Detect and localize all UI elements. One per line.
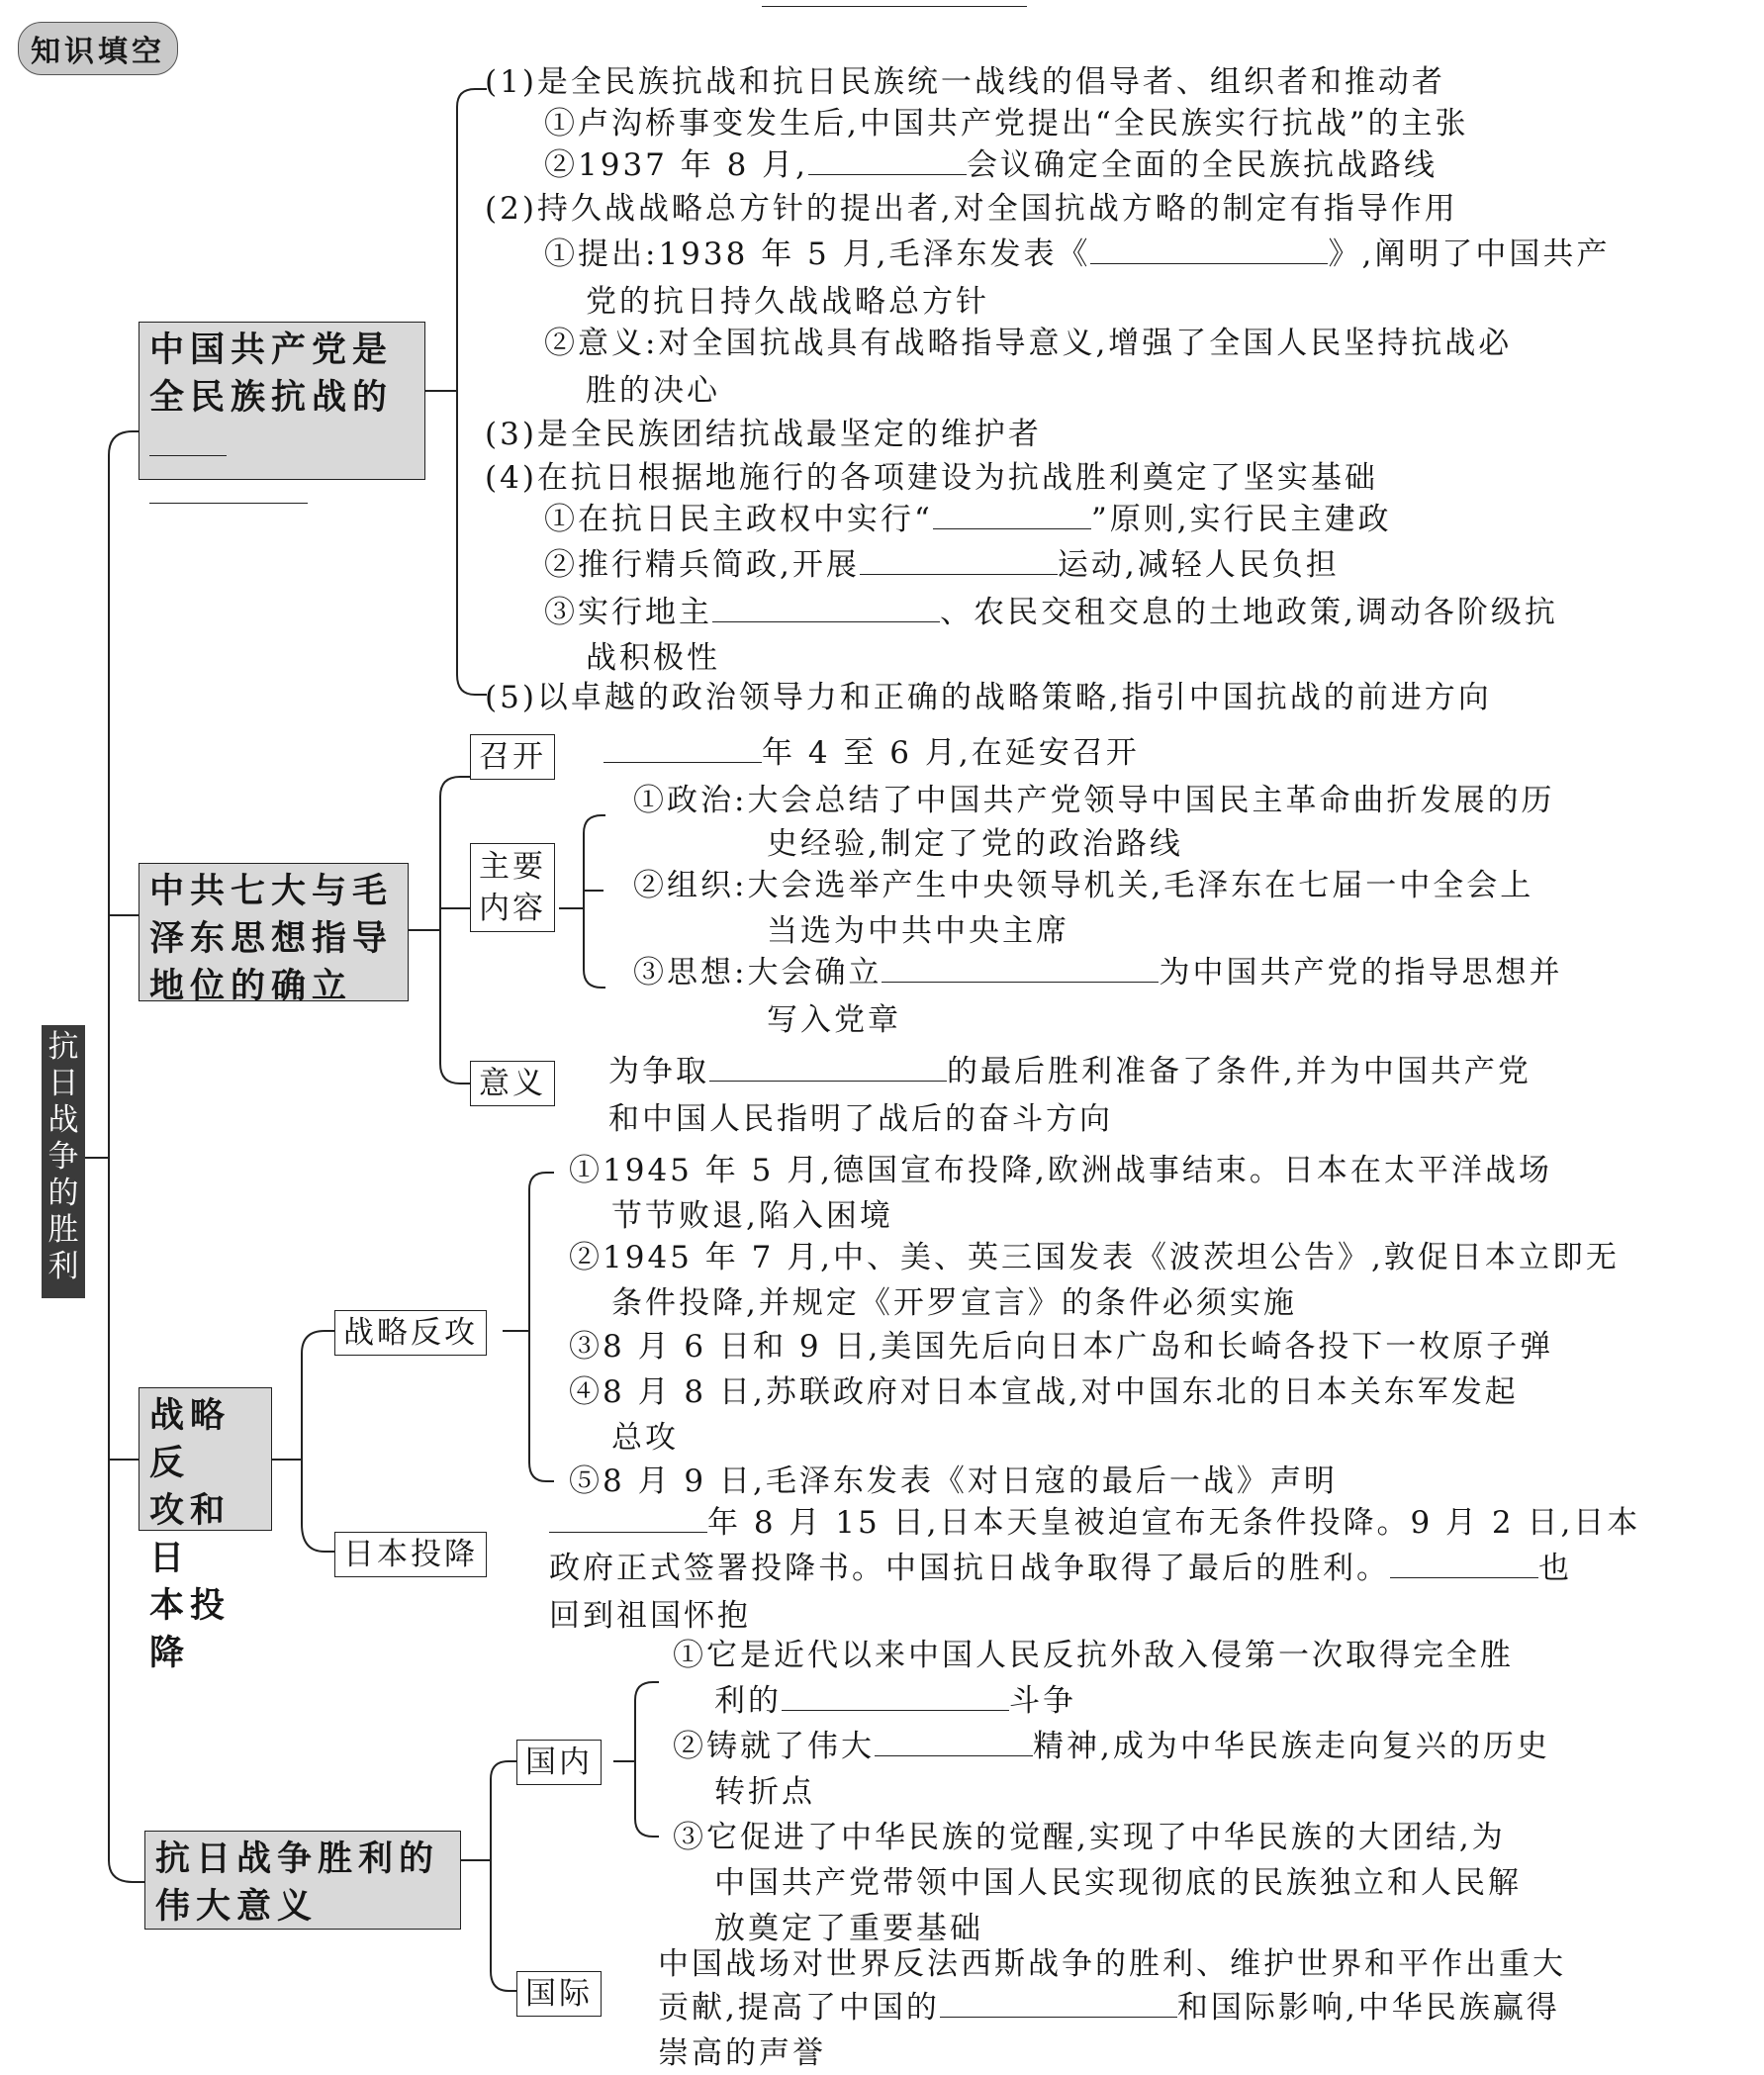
b2-blank-victory (709, 1055, 947, 1082)
b1-item-2b: ②意义:对全国抗战具有战略指导意义,增强了全国人民坚持抗战必 (544, 326, 1513, 361)
b2-content-2: ②组织:大会选举产生中央领导机关,毛泽东在七届一中全会上 (633, 868, 1534, 903)
b4-n2-post: 和国际影响,中华民族赢得 (1176, 1990, 1560, 2026)
b1-item-4a-post: ”原则,实行民主建政 (1090, 502, 1392, 537)
b1-blank-rent (712, 596, 940, 622)
branch2-title-l1: 中共七大与毛 (149, 871, 394, 911)
content-label-l2: 内容 (479, 891, 546, 926)
b2-content-3 (633, 952, 1562, 993)
b3-s1-cont: 节节败退,陷入困境 (611, 1198, 893, 1234)
convene-text-body: 年 4 至 6 月,在延安召开 (762, 735, 1140, 771)
b4-d3: ③它促进了中华民族的觉醒,实现了中华民族的大团结,为 (673, 1820, 1506, 1855)
branch1-title (139, 322, 425, 480)
b1-blank-principle (933, 503, 1091, 529)
b4-d2-post: 精神,成为中华民族走向复兴的历史 (1033, 1729, 1550, 1764)
b2-meaning-pre: 为争取 (608, 1054, 709, 1089)
b3-j2-post: 也 (1538, 1551, 1572, 1586)
branch4-title-l1: 抗日战争胜利的 (155, 1839, 440, 1879)
b3-s4-cont: 总攻 (611, 1420, 679, 1456)
b4-n2 (658, 1987, 1560, 2028)
branch3-title-l2: 攻和日 (149, 1490, 232, 1578)
b1-item-4c-pre: ③实行地主 (544, 595, 712, 630)
b1-item-2: (2)持久战战略总方针的提出者,对全国抗战方略的制定有指导作用 (485, 191, 1458, 227)
b3-s5: ⑤8 月 9 日,毛泽东发表《对日寇的最后一战》声明 (569, 1463, 1338, 1499)
b4-d2 (673, 1726, 1550, 1767)
b1-item-1: (1)是全民族抗战和抗日民族统一战线的倡导者、组织者和推动者 (485, 64, 1445, 100)
b3-s3: ③8 月 6 日和 9 日,美国先后向日本广岛和长崎各投下一枚原子弹 (569, 1329, 1554, 1365)
b1-blank-essay (1090, 237, 1328, 264)
b1-item-4b (544, 544, 1340, 586)
top-rule (762, 0, 1027, 7)
b4-n2-pre: 贡献,提高了中国的 (658, 1990, 940, 2026)
b3-j1 (549, 1502, 1640, 1544)
b2-blank-year (603, 736, 762, 763)
b4-d3-cont: 中国共产党带领中国人民实现彻底的民族独立和人民解 (714, 1865, 1522, 1901)
b1-item-1b-post: 会议确定全面的全民族抗战路线 (967, 147, 1439, 183)
root-title (42, 1025, 85, 1298)
b1-item-4c (544, 592, 1558, 633)
b1-item-1b (544, 144, 1438, 186)
branch1-title-text: 中国共产党是全民族抗战的 (149, 330, 394, 418)
b4-d2-pre: ②铸就了伟大 (673, 1729, 875, 1764)
b1-item-4a-pre: ①在抗日民主政权中实行“ (544, 502, 933, 537)
counter-offensive-label: 战略反攻 (334, 1310, 487, 1356)
b2-content-2-cont: 当选为中共中央主席 (767, 913, 1069, 949)
b1-item-5: (5)以卓越的政治领导力和正确的战略策略,指引中国抗战的前进方向 (485, 680, 1492, 715)
branch3-title-l3: 本投降 (149, 1585, 232, 1673)
root-title-text: 抗日战争的胜利 (47, 1029, 79, 1284)
branch2-title-l2: 泽东思想指导 (149, 918, 394, 959)
convene-text (603, 732, 1140, 774)
b2-meaning-cont: 和中国人民指明了战后的奋斗方向 (608, 1101, 1113, 1137)
b4-d1-cont (714, 1680, 1076, 1722)
b3-s4: ④8 月 8 日,苏联政府对日本宣战,对中国东北的日本关东军发起 (569, 1374, 1519, 1410)
b4-d1: ①它是近代以来中国人民反抗外敌入侵第一次取得完全胜 (673, 1638, 1514, 1673)
b1-item-4: (4)在抗日根据地施行的各项建设为抗战胜利奠定了坚实基础 (485, 460, 1378, 496)
b3-j3: 回到祖国怀抱 (549, 1598, 751, 1634)
b2-content-3-cont: 写入党章 (767, 1002, 901, 1038)
b4-blank-status (940, 1991, 1177, 2018)
b1-item-4a (544, 499, 1392, 540)
b1-item-3: (3)是全民族团结抗战最坚定的维护者 (485, 417, 1042, 452)
branch1-title-blank-a (149, 429, 227, 456)
b4-d3-cont2: 放奠定了重要基础 (714, 1911, 983, 1946)
b1-item-2a-post: 》,阐明了中国共产 (1328, 236, 1611, 272)
b4-d1-pre: 利的 (714, 1683, 782, 1719)
b2-content-1-cont: 史经验,制定了党的政治路线 (767, 826, 1183, 862)
b4-d1-post: 斗争 (1009, 1683, 1076, 1719)
b3-blank-year (549, 1506, 707, 1533)
content-label-l1: 主要 (479, 849, 546, 885)
b3-j2 (549, 1548, 1572, 1589)
b3-blank-territory (1390, 1552, 1538, 1578)
b2-meaning (608, 1051, 1532, 1092)
b4-blank-national (782, 1684, 1009, 1711)
b3-s1: ①1945 年 5 月,德国宣布投降,欧洲战事结束。日本在太平洋战场 (569, 1153, 1552, 1188)
surrender-label: 日本投降 (334, 1532, 487, 1577)
b1-item-4b-post: 运动,减轻人民负担 (1057, 547, 1340, 583)
section-badge: 知识填空 (18, 22, 178, 75)
b4-blank-spirit (875, 1730, 1033, 1756)
b1-item-2b-cont: 胜的决心 (586, 373, 720, 409)
branch3-title (139, 1387, 272, 1673)
b1-item-4b-pre: ②推行精兵简政,开展 (544, 547, 860, 583)
branch2-title-l3: 地位的确立 (149, 966, 353, 1006)
convene-label: 召开 (470, 734, 555, 780)
domestic-label: 国内 (516, 1740, 602, 1785)
b3-j2-pre: 政府正式签署投降书。中国抗日战争取得了最后的胜利。 (549, 1551, 1390, 1586)
b1-item-4c-post: 、农民交租交息的土地政策,调动各阶级抗 (940, 595, 1558, 630)
b3-s2-cont: 条件投降,并规定《开罗宣言》的条件必须实施 (611, 1285, 1297, 1321)
b2-content-3-pre: ③思想:大会确立 (633, 955, 882, 990)
b1-item-2a-cont: 党的抗日持久战战略总方针 (586, 284, 989, 320)
b2-content-3-post: 为中国共产党的指导思想并 (1159, 955, 1563, 990)
b1-item-1a: ①卢沟桥事变发生后,中国共产党提出“全民族实行抗战”的主张 (544, 106, 1469, 141)
b1-item-1b-pre: ②1937 年 8 月, (544, 147, 809, 183)
b3-s2: ②1945 年 7 月,中、美、英三国发表《波茨坦公告》,敦促日本立即无 (569, 1240, 1620, 1275)
b1-item-2a (544, 234, 1610, 275)
international-label: 国际 (516, 1971, 602, 2017)
branch3-title-l1: 战略反 (149, 1395, 232, 1483)
b2-meaning-post: 的最后胜利准备了条件,并为中国共产党 (947, 1054, 1532, 1089)
content-label (470, 843, 555, 932)
b2-blank-thought (882, 956, 1159, 983)
b1-blank-meeting (808, 148, 967, 175)
branch2-title (139, 863, 409, 1006)
branch1-title-blank-b (149, 477, 308, 504)
b4-d2-cont: 转折点 (714, 1774, 815, 1810)
b3-j1-text: 年 8 月 15 日,日本天皇被迫宣布无条件投降。9 月 2 日,日本 (707, 1505, 1641, 1541)
b1-item-2a-pre: ①提出:1938 年 5 月,毛泽东发表《 (544, 236, 1091, 272)
b4-n3: 崇高的声誉 (658, 2035, 826, 2071)
b4-n1: 中国战场对世界反法西斯战争的胜利、维护世界和平作出重大 (658, 1946, 1566, 1982)
branch4-title-l2: 伟大意义 (155, 1886, 319, 1927)
b1-blank-movement (860, 548, 1058, 575)
meaning-label: 意义 (470, 1061, 555, 1106)
branch4-title (144, 1831, 461, 1930)
b1-item-4c-cont: 战积极性 (586, 640, 720, 676)
b2-content-1: ①政治:大会总结了中国共产党领导中国民主革命曲折发展的历 (633, 783, 1555, 818)
